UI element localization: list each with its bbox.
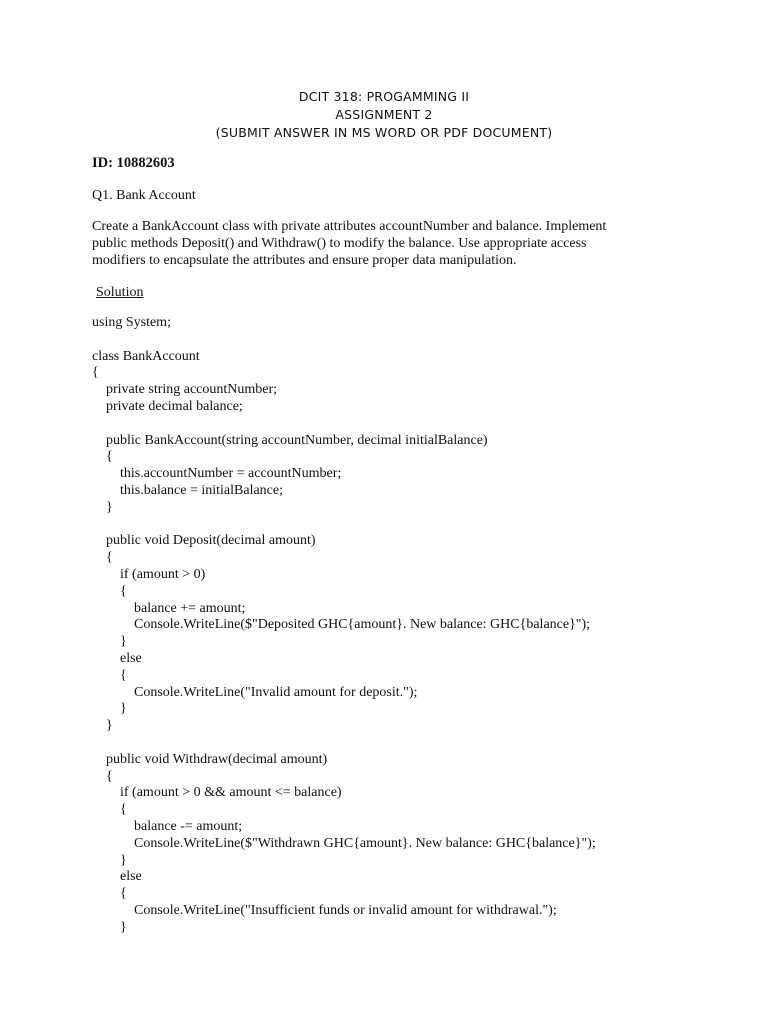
code-line: } bbox=[92, 919, 127, 935]
code-line: } bbox=[92, 634, 127, 650]
code-line: { bbox=[92, 768, 113, 784]
code-block bbox=[92, 315, 596, 936]
code-line bbox=[92, 416, 596, 433]
code-line bbox=[92, 332, 596, 349]
code-line: } bbox=[92, 701, 127, 717]
code-line: Console.WriteLine($"Deposited GHC{amount}. New balance: GHC{balance}"); bbox=[92, 617, 591, 633]
code-line: Console.WriteLine("Insufficient funds or invalid amount for withdrawal."); bbox=[92, 902, 557, 918]
code-line: { bbox=[92, 583, 127, 599]
code-line: class BankAccount bbox=[92, 348, 200, 364]
assignment-title: ASSIGNMENT 2 bbox=[335, 107, 433, 122]
description-line: public methods Deposit() and Withdraw() to modify the balance. Use appropriate access bbox=[92, 236, 587, 251]
code-line: } bbox=[92, 718, 113, 734]
solution-heading: Solution bbox=[96, 285, 144, 300]
code-line: Console.WriteLine($"Withdrawn GHC{amount}. New balance: GHC{balance}"); bbox=[92, 835, 596, 851]
code-line: Console.WriteLine("Invalid amount for deposit."); bbox=[92, 684, 418, 700]
code-line: if (amount > 0) bbox=[92, 566, 206, 582]
code-line: } bbox=[92, 499, 113, 515]
code-line: { bbox=[92, 802, 127, 818]
code-line: public void Deposit(decimal amount) bbox=[92, 533, 316, 549]
course-title: DCIT 318: PROGAMMING II bbox=[298, 89, 470, 104]
code-line: } bbox=[92, 852, 127, 868]
code-line: { bbox=[92, 449, 113, 465]
code-line: this.accountNumber = accountNumber; bbox=[92, 466, 342, 482]
code-line: { bbox=[92, 550, 113, 566]
code-line bbox=[92, 517, 596, 534]
code-line bbox=[92, 735, 596, 752]
description-line: modifiers to encapsulate the attributes and ensure proper data manipulation. bbox=[92, 253, 517, 268]
code-line: { bbox=[92, 667, 127, 683]
code-line: public void Withdraw(decimal amount) bbox=[92, 751, 328, 767]
description-line: Create a BankAccount class with private attributes accountNumber and balance. Implement bbox=[92, 219, 607, 234]
question-description bbox=[92, 218, 682, 269]
student-id: ID: 10882603 bbox=[92, 155, 175, 171]
code-line: using System; bbox=[92, 315, 171, 330]
code-line: balance -= amount; bbox=[92, 818, 243, 834]
question-title: Q1. Bank Account bbox=[92, 188, 196, 203]
code-line: { bbox=[92, 365, 99, 381]
code-line: else bbox=[92, 869, 142, 885]
code-line: if (amount > 0 && amount <= balance) bbox=[92, 785, 342, 801]
code-line: balance += amount; bbox=[92, 600, 246, 616]
code-line: private string accountNumber; bbox=[92, 382, 278, 398]
submission-instruction: (SUBMIT ANSWER IN MS WORD OR PDF DOCUMENT) bbox=[215, 125, 553, 140]
code-line: { bbox=[92, 886, 127, 902]
code-line: this.balance = initialBalance; bbox=[92, 482, 284, 498]
code-line: private decimal balance; bbox=[92, 398, 243, 414]
code-line: public BankAccount(string accountNumber, decimal initialBalance) bbox=[92, 432, 488, 448]
code-line: else bbox=[92, 650, 142, 666]
